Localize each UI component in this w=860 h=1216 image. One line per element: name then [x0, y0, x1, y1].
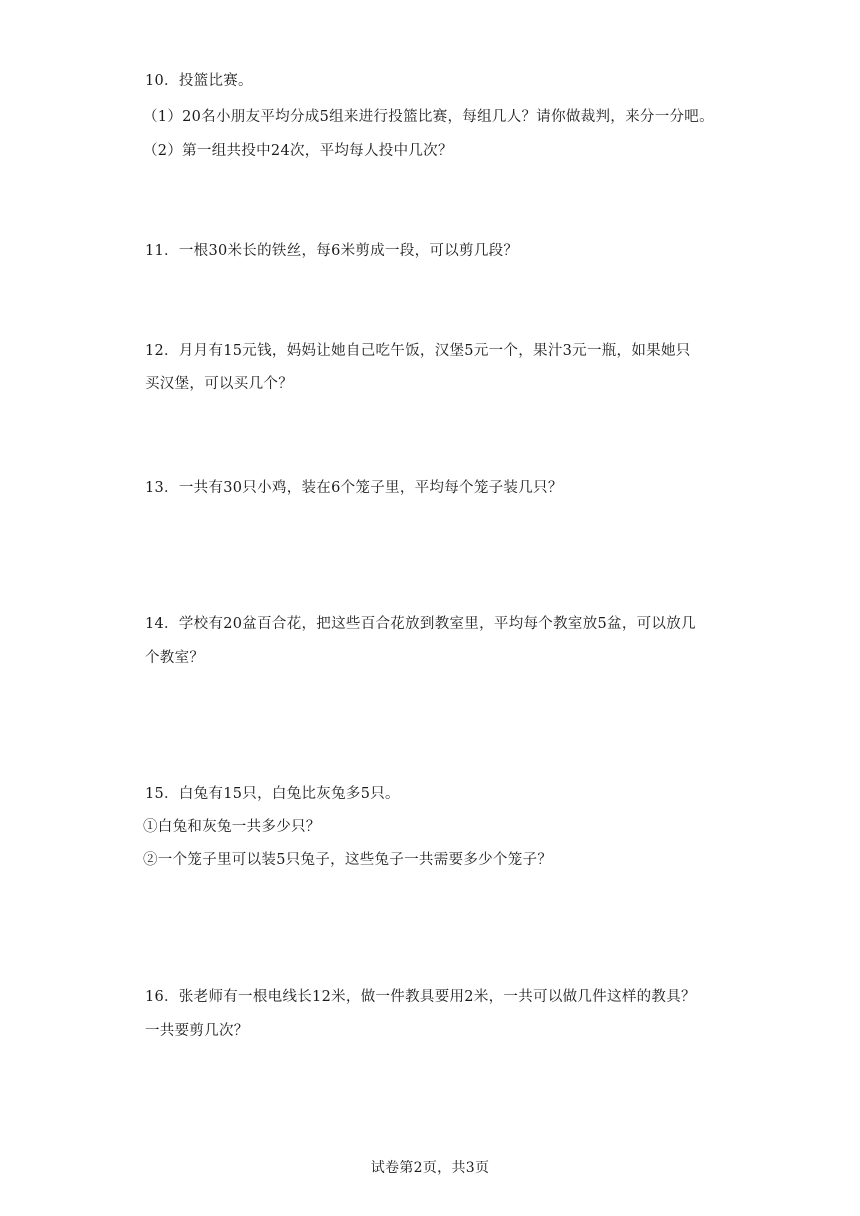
question-16-text-line-1: 16．张老师有一根电线长12米，做一件教具要用2米，一共可以做几件这样的教具？ [145, 989, 696, 1005]
question-11-text: 11．一根30米长的铁丝，每6米剪成一段，可以剪几段？ [145, 243, 519, 259]
question-14-text-line-1: 14．学校有20盆百合花，把这些百合花放到教室里，平均每个教室放5盆，可以放几 [145, 616, 696, 632]
question-10-part-1: （1）20名小朋友平均分成5组来进行投篮比赛，每组几人？请你做裁判，来分一分吧。 [143, 109, 714, 125]
question-16-text-line-2: 一共要剪几次？ [145, 1023, 249, 1039]
question-10-title: 10．投篮比赛。 [145, 73, 253, 89]
question-12-text-line-1: 12．月月有15元钱，妈妈让她自己吃午饭，汉堡5元一个，果汁3元一瓶，如果她只 [145, 343, 691, 359]
question-15-text: 15．白兔有15只，白兔比灰兔多5只。 [145, 786, 400, 802]
question-14-text-line-2: 个教室？ [145, 650, 205, 666]
question-13-text: 13．一共有30只小鸡，装在6个笼子里，平均每个笼子装几只？ [145, 480, 563, 496]
question-15-part-2: ②一个笼子里可以装5只兔子，这些兔子一共需要多少个笼子？ [143, 852, 553, 868]
question-10-part-2: （2）第一组共投中24次，平均每人投中几次？ [143, 143, 453, 159]
question-15-part-1: ①白兔和灰兔一共多少只？ [143, 819, 321, 835]
question-12-text-line-2: 买汉堡，可以买几个？ [145, 376, 293, 392]
page-footer: 试卷第2页，共3页 [370, 1160, 490, 1176]
